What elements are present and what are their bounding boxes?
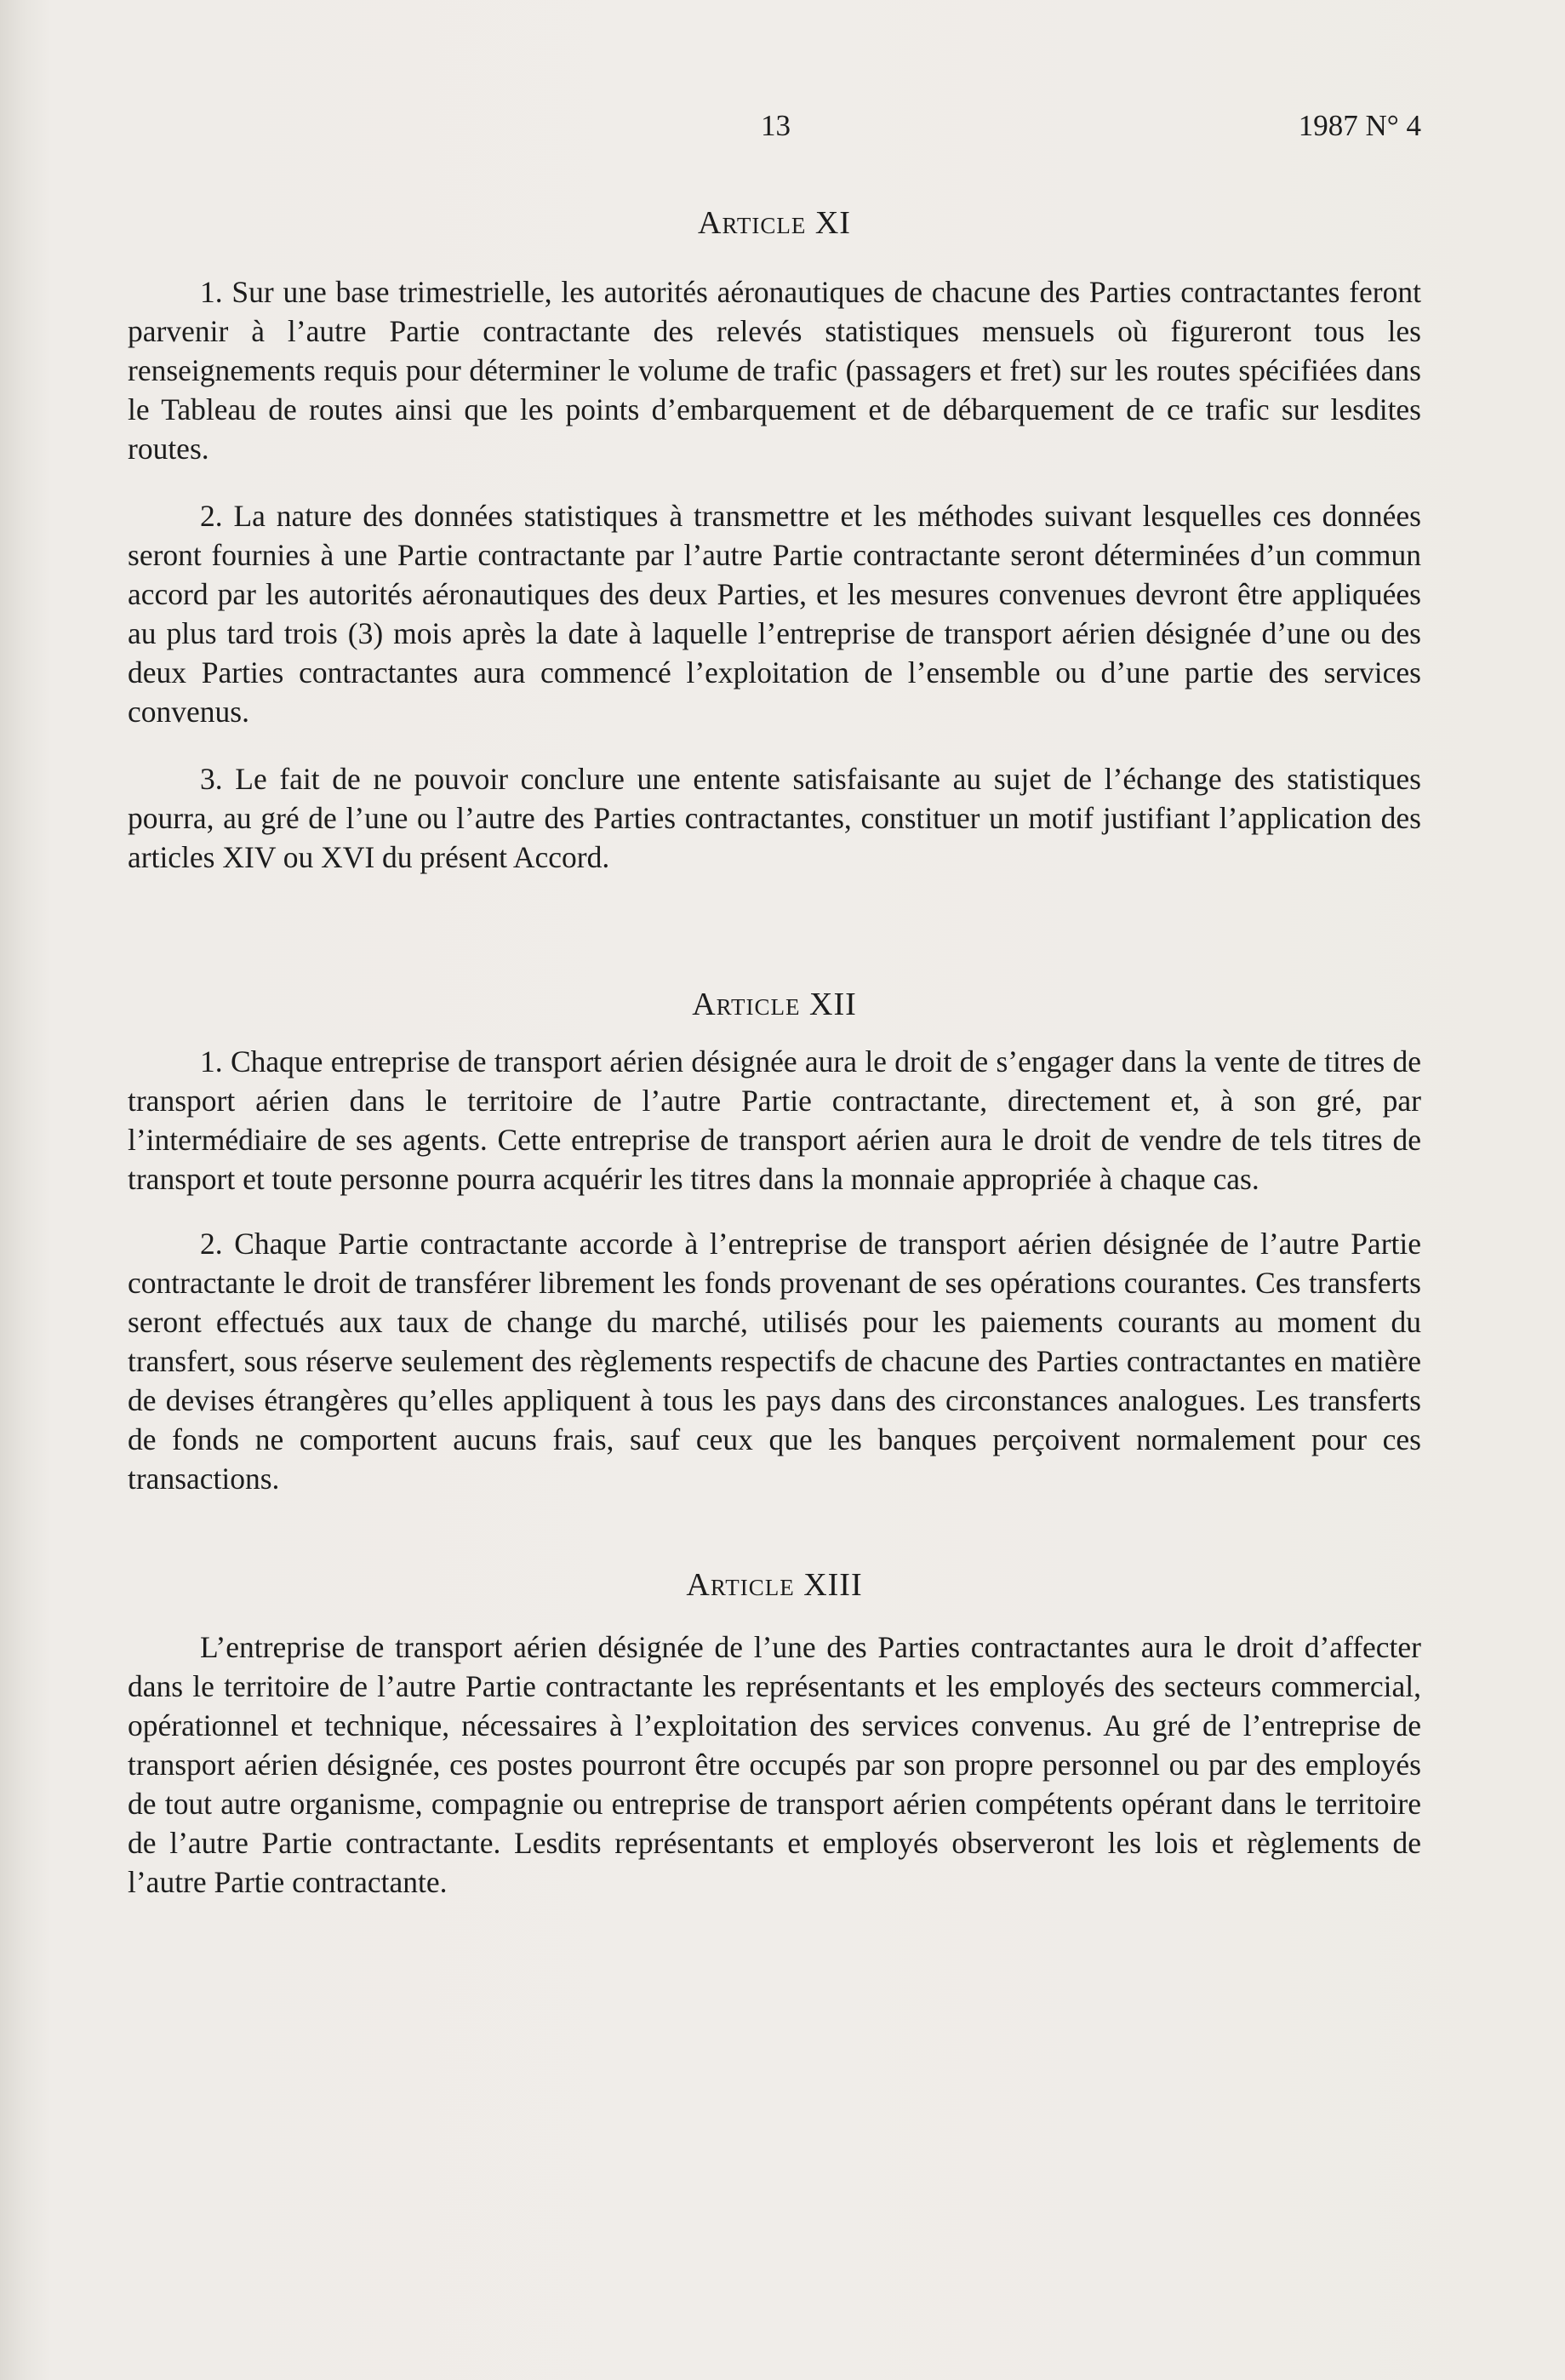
document-reference: 1987 N° 4 [1298,109,1421,142]
article-13-paragraph-1: L’entreprise de transport aérien désignée de l’une des Parties contractantes aura le droit d’affecter dans le territoire de l’autre Partie contractante les représentants et les employés des secteurs commercial, opérationnel et technique, nécessaires à l’exploitation des services convenus. Au gré de l’entreprise de transport aérien désignée, ces postes pourront être occupés par son propre personnel ou par des employés de tout autre organisme, compagnie ou entreprise de transport aérien compétents opérant dans le territoire de l’autre Partie contractante. Lesdits représentants et employés observeront les lois et règlements de l’autre Partie contractante. [128,1630,1421,1899]
article-11-paragraph-2: 2. La nature des données statistiques à transmettre et les méthodes suivant lesquelles ces données seront fournies à une Partie contractante par l’autre Partie contractante seront déterminées d’un commun accord par les autorités aéronautiques des deux Parties, et les mesures convenues devront être appliquées au plus tard trois (3) mois après la date à laquelle l’entreprise de transport aérien désignée d’une ou des deux Parties contractantes aura commencé l’exploitation de l’ensemble ou d’une partie des services convenus. [128,499,1421,729]
article-12 [128,986,1421,1498]
article-11 [128,204,1421,877]
page-number: 13 [761,109,791,142]
article-13-title: Article XIII [686,1567,863,1603]
article-12-paragraph-2: 2. Chaque Partie contractante accorde à l’entreprise de transport aérien désignée de l’autre Partie contractante le droit de transférer librement les fonds provenant de ses opérations courantes. Ces transferts seront effectués aux taux de change du marché, utilisés pour les paiements courants au moment du transfert, sous réserve seulement des règlements respectifs de chacune des Parties contractantes en matière de devises étrangères qu’elles appliquent à tous les pays dans des circonstances analogues. Les transferts de fonds ne comportent aucuns frais, sauf ceux que les banques perçoivent normalement pour ces transactions. [128,1227,1421,1496]
article-12-paragraph-1: 1. Chaque entreprise de transport aérien désignée aura le droit de s’engager dans la vente de titres de transport aérien dans le territoire de l’autre Partie contractante, directement et, à son gré, par l’intermédiaire de ses agents. Cette entreprise de transport aérien aura le droit de vendre de tels titres de transport et toute personne pourra acquérir les titres dans la monnaie appropriée à chaque cas. [128,1044,1421,1196]
article-12-title: Article XII [692,987,857,1022]
page-body [128,192,1421,1902]
article-11-title: Article XI [698,205,851,241]
article-11-paragraph-1: 1. Sur une base trimestrielle, les autorités aéronautiques de chacune des Parties contractantes feront parvenir à l’autre Partie contractante des relevés statistiques mensuels où figureront tous les renseignements requis pour déterminer le volume de trafic (passagers et fret) sur les routes spécifiées dans le Tableau de routes ainsi que les points d’embarquement et de débarquement de ce trafic sur lesdites routes. [128,275,1421,466]
article-13 [128,1566,1421,1902]
page-header [128,109,1421,160]
article-11-paragraph-3: 3. Le fait de ne pouvoir conclure une entente satisfaisante au sujet de l’échange des statistiques pourra, au gré de l’une ou l’autre des Parties contractantes, constituer un motif justifiant l’application des articles XIV ou XVI du présent Accord. [128,762,1421,874]
